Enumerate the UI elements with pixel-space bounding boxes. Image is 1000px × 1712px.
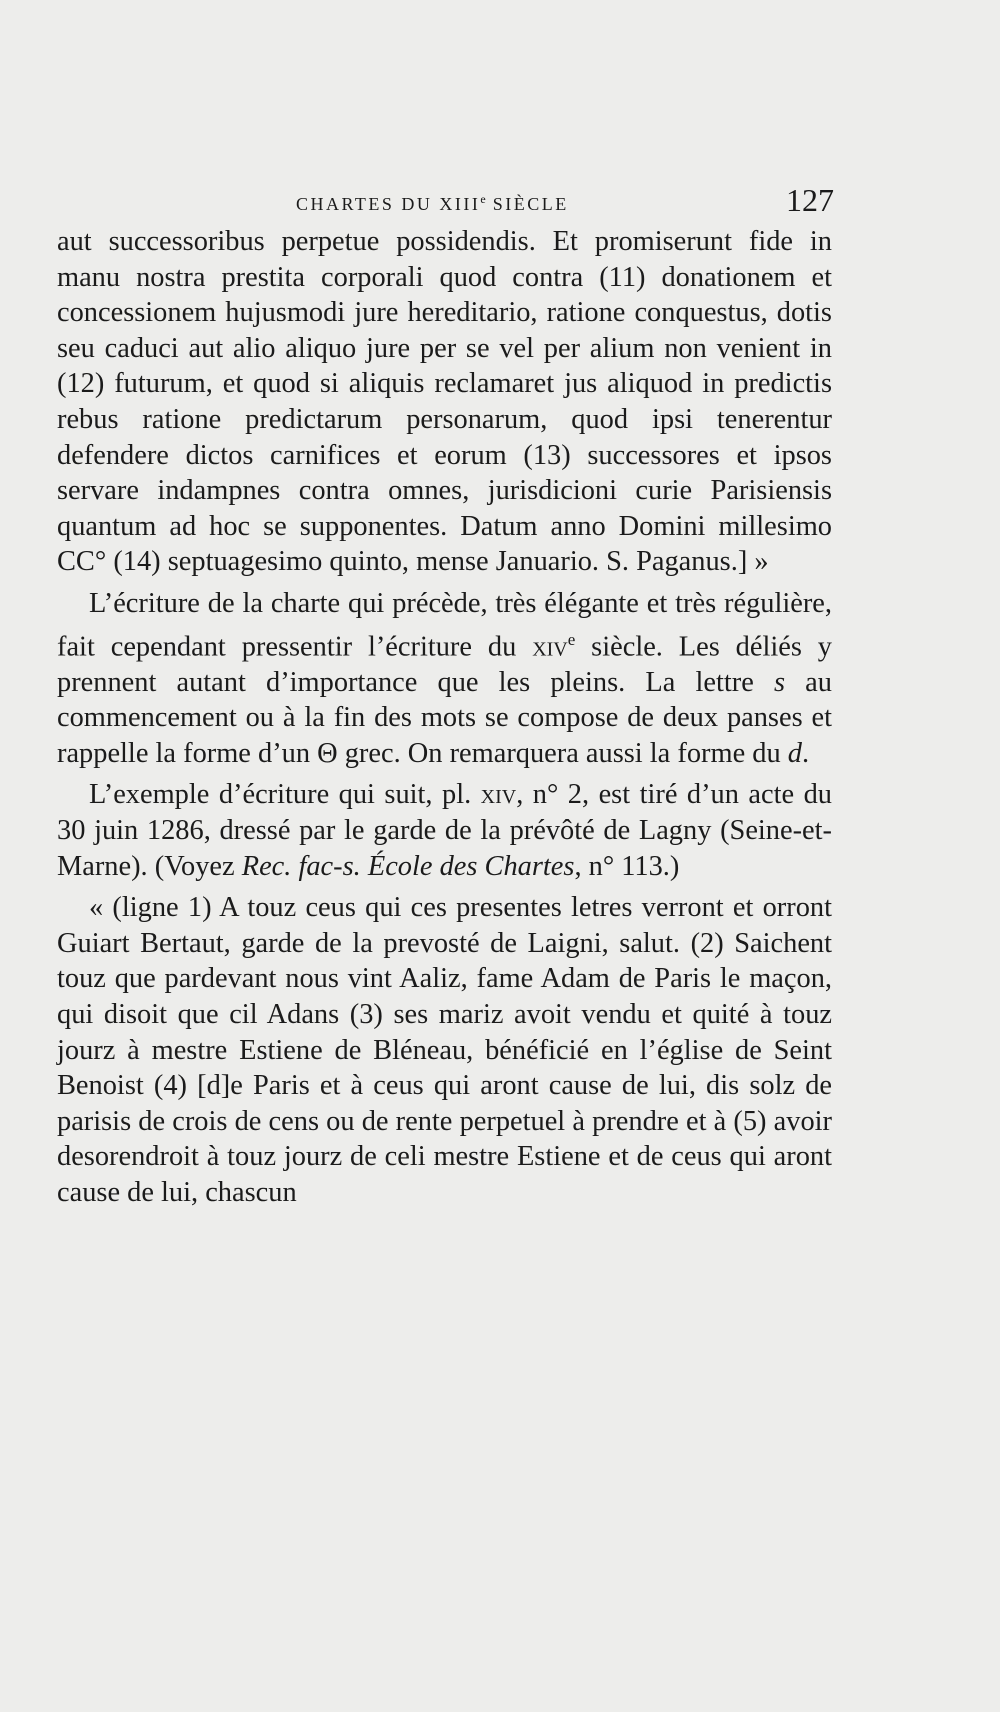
running-head (60, 184, 832, 224)
paragraph-charter-end: aut successoribus perpetue possidendis. Et promiserunt fide in manu nostra prestita corporali quod contra (11) donationem et concessionem hujusmodi jure hereditario, ratione conquestus, dotis seu caduci aut alio aliquo jure per se vel per alium non venient in (12) futurum, et quod si aliquis reclamaret jus aliquod in predictis rebus ratione predictarum personarum, quod ipsi tenerentur defendere dictos carnifices et eorum (13) successores et ipsos servare indampnes contra omnes, jurisdicioni curie Parisiensis quantum ad hoc se supponentes. Datum anno Domini millesimo CC° (14) septuagesimo quinto, mense Januario. S. Paganus.] » (57, 226, 832, 578)
running-head-title (296, 192, 569, 215)
commentary-part: . (801, 737, 810, 769)
body-text (57, 224, 832, 1211)
example-reference-italic: Rec. fac-s. École des Chartes (241, 850, 575, 882)
commentary-sup: e (567, 629, 576, 649)
commentary-italic-d: d (787, 737, 802, 769)
commentary-italic-s: s (773, 666, 786, 698)
paragraph-commentary (57, 586, 832, 771)
running-head-title-sup: e (480, 192, 486, 206)
commentary-roman-numeral: xiv (532, 631, 568, 662)
running-head-title-end: SIÈCLE (485, 194, 569, 214)
commentary-part: siècle. Les déliés y prennent autant d’importance que les pleins. La lettre (57, 631, 833, 698)
commentary-part: au commencement ou à la fin des mots se compose de deux panses et rappelle la forme d’un Θ grec. On remarquera aussi la forme du (57, 666, 832, 769)
page-number: 127 (786, 182, 834, 218)
paragraph-charter-1286: « (ligne 1) A touz ceus qui ces presentes letres verront et orront Guiart Bertaut, garde de la prevosté de Laigni, salut. (2) Saichent touz que pardevant nous vint Aaliz, fame Adam de Paris le maçon, qui disoit que cil Adans (3) ses mariz avoit vendu et quité à touz jourz à mestre Estiene de Bléneau, bénéficié en l’église de Seint Benoist (4) [d]e Paris et à ceus qui aront cause de lui, dis solz de parisis de crois de cens ou de rente perpetuel à prendre et à (5) avoir desorendroit à touz jourz de celi mestre Estiene et de ceus qui aront cause de lui, chascun (57, 892, 832, 1208)
running-head-title-text: CHARTES DU XIII (296, 194, 481, 214)
example-part: L’exemple d’écriture qui suit, pl. (89, 779, 481, 811)
example-roman-numeral: xiv (480, 779, 517, 811)
example-part: , n° 113.) (574, 850, 680, 882)
commentary-part: L’écriture de la charte qui précède, très élégante et très régulière, fait cependant pressentir l’écriture du (57, 587, 832, 662)
paragraph-example-intro (57, 777, 832, 884)
example-part: , n° 2, est tiré d’un acte du 30 juin 1286, dressé par le garde de la prévôté de Lagny (Seine-et-Marne). (Voyez (57, 779, 832, 882)
